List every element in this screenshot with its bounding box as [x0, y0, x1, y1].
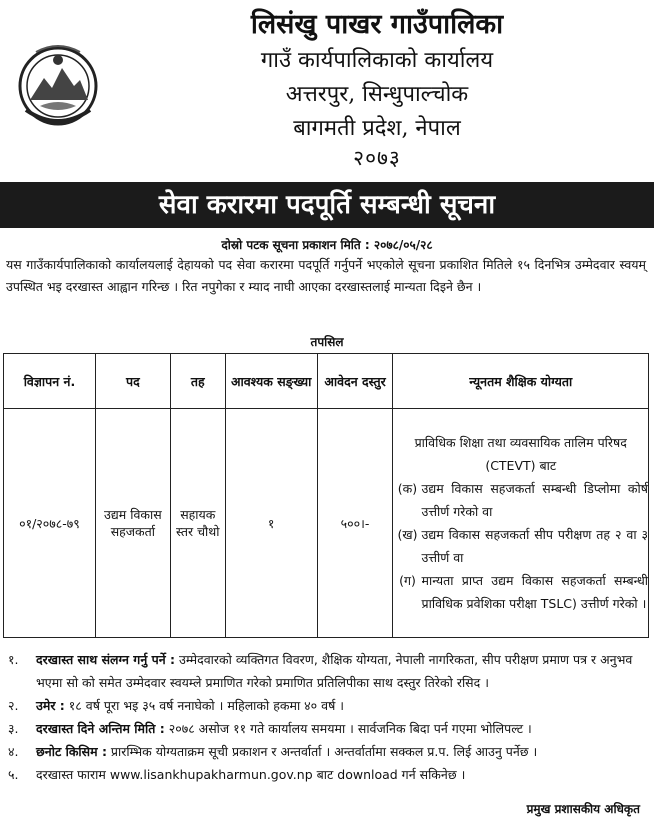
- vacancy-table: [3, 353, 649, 638]
- header-fee: आवेदन दस्तुर: [317, 354, 393, 409]
- qualification-text: उद्यम विकास सहजकर्ता सीप परीक्षण तह २ वा ३ उत्तीर्ण वा: [421, 527, 648, 565]
- letterhead: [0, 4, 654, 180]
- table-header-row: [4, 354, 649, 409]
- qualification-text: मान्यता प्राप्त उद्यम विकास सहजकर्ता सम्बन्धी प्राविधिक प्रवेशिका परीक्षा TSLC) उत्तीर्ण गरेको ।: [421, 573, 648, 611]
- office-name: गाउँ कार्यपालिकाको कार्यालय: [260, 48, 494, 73]
- province-country: बागमती प्रदेश, नेपाल: [293, 116, 461, 141]
- office-address: अत्तरपुर, सिन्धुपाल्चोक: [285, 82, 469, 107]
- note-title: दरखास्त दिने अन्तिम मिति :: [36, 721, 165, 736]
- municipality-name: लिसंखु पाखर गाउँपालिका: [250, 9, 504, 40]
- note-number: २.: [8, 698, 19, 713]
- note-number: ४.: [8, 744, 19, 759]
- note-text: १८ वर्ष पूरा भइ ३५ वर्ष ननाघेको । महिलाको हकमा ४० वर्ष ।: [64, 698, 345, 713]
- cell-level: सहायक स्तर चौथो: [170, 409, 225, 638]
- qualification-mark: (ख): [397, 527, 418, 542]
- note-title: उमेर :: [36, 698, 65, 713]
- publish-date: दोस्रो पटक सूचना प्रकाशन मिति : २०७८/०५/२८: [221, 238, 433, 252]
- qualification-intro: प्राविधिक शिक्षा तथा व्यवसायिक तालिम परिषद (CTEVT) बाट: [414, 435, 627, 473]
- nepal-government-emblem-icon: [16, 40, 100, 132]
- note-item: [8, 740, 648, 763]
- notice-title: सेवा करारमा पदपूर्ति सम्बन्धी सूचना: [0, 182, 654, 228]
- header-post: पद: [95, 354, 170, 409]
- cell-qualification: [393, 409, 649, 638]
- signature-title: प्रमुख प्रशासकीय अधिकृत: [526, 802, 640, 816]
- note-number: १.: [8, 652, 19, 667]
- header-level: तह: [170, 354, 225, 409]
- note-text: दरखास्त फाराम www.lisankhupakharmun.gov.np बाट download गर्न सकिनेछ ।: [36, 767, 466, 782]
- table-row: [4, 409, 649, 638]
- note-number: ३.: [8, 721, 19, 736]
- qualification-item: [393, 569, 648, 615]
- note-item: [8, 694, 648, 717]
- header-qualification: न्यूनतम शैक्षिक योग्यता: [393, 354, 649, 409]
- header-count: आवश्यक सङ्ख्या: [225, 354, 317, 409]
- established-year: २०७३: [353, 146, 401, 170]
- note-number: ५.: [8, 767, 19, 782]
- cell-count: १: [225, 409, 317, 638]
- note-item: [8, 717, 648, 740]
- details-heading: तपसिल: [310, 335, 344, 349]
- qualification-mark: (ग): [399, 573, 416, 588]
- notes-list: [8, 648, 648, 786]
- intro-paragraph: यस गाउँकार्यपालिकाको कार्यालयलाई देहायको पद सेवा करारमा पदपूर्ति गर्नुपर्ने भएकोले सूचना प्रकाशित मितिले १५ दिनभित्र उम्मेदवार स्वयम् उपस्थित भइ दरखास्त आह्वान गरिन्छ । रित नपुगेका र म्याद नाघी आएका दरखास्तलाई मान्यता दिइने छैन ।: [6, 257, 646, 294]
- note-text: २०७८ असोज ११ गते कार्यालय समयमा । सार्वजनिक बिदा पर्न गएमा भोलिपल्ट ।: [164, 721, 532, 736]
- note-text: प्रारम्भिक योग्यताक्रम सूची प्रकाशन र अन्तर्वार्ता । अन्तर्वार्तामा सक्कल प्र.प. लिई आउनु पर्नेछ ।: [106, 744, 538, 759]
- qualification-item: [393, 477, 648, 523]
- note-item: [8, 648, 648, 694]
- note-title: छनोट किसिम :: [36, 744, 107, 759]
- qualification-item: [393, 523, 648, 569]
- cell-fee: ५००।-: [317, 409, 393, 638]
- note-text: उम्मेदवारको व्यक्तिगत विवरण, शैक्षिक योग्यता, नेपाली नागरिकता, सीप परीक्षण प्रमाण पत्र र अनुभव भएमा सो को समेत उम्मेदवार स्वयम्ले प्रमाणित गरेको प्रमाणित प्रतिलिपीका साथ दस्तुर तिरेको रसिद ।: [36, 652, 633, 690]
- qualification-text: उद्यम विकास सहजकर्ता सम्बन्धी डिप्लोमा कोर्ष उत्तीर्ण गरेको वा: [421, 481, 648, 519]
- note-title: दरखास्त साथ संलग्न गर्नु पर्ने :: [36, 652, 176, 667]
- note-item: [8, 763, 648, 786]
- cell-ad-no: ०१/२०७८-७९: [4, 409, 96, 638]
- header-ad-no: विज्ञापन नं.: [4, 354, 96, 409]
- qualification-mark: (क): [397, 481, 418, 496]
- cell-post: उद्यम विकास सहजकर्ता: [95, 409, 170, 638]
